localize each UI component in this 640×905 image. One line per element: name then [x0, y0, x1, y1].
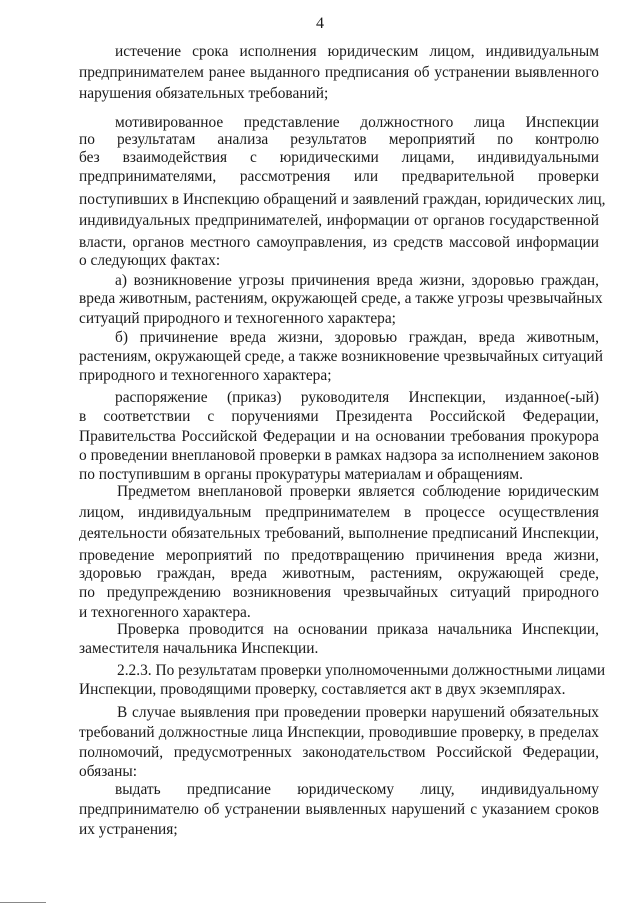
text-line: власти, органов местного самоуправления, из средств массовой информации: [79, 234, 599, 251]
text-line: проведение мероприятий по предотвращению причинения вреда жизни,: [79, 547, 599, 564]
text-line: 2.2.3. По результатам проверки уполномоченными должностными лицами: [117, 662, 606, 679]
text-line: лицом, индивидуальным предпринимателем в процессе осуществления: [79, 504, 599, 521]
text-line: предпринимателем ранее выданного предписания об устранении выявленного: [79, 64, 599, 81]
text-line: нарушения обязательных требований;: [79, 85, 329, 102]
text-line: мотивированное представление должностного лица Инспекции: [115, 114, 599, 131]
text-line: природного и техногенного характера;: [79, 367, 332, 384]
text-line: б) причинение вреда жизни, здоровью граждан, вреда животным,: [115, 329, 599, 346]
text-line: в соответствии с поручениями Президента Российской Федерации,: [79, 408, 599, 425]
text-line: Проверка проводится на основании приказа начальника Инспекции,: [117, 621, 599, 638]
text-line: истечение срока исполнения юридическим лицом, индивидуальным: [115, 43, 599, 60]
text-line: предпринимателями, рассмотрения или предварительной проверки: [79, 168, 599, 185]
text-line: деятельности обязательных требований, выполнение предписаний Инспекции,: [79, 525, 599, 542]
text-line: по предупреждению возникновения чрезвычайных ситуаций природного: [79, 584, 599, 601]
text-line: распоряжение (приказ) руководителя Инспекции, изданное(-ый): [115, 389, 599, 406]
text-line: Правительства Российской Федерации и на основании требования прокурора: [79, 428, 599, 445]
text-line: без взаимодействия с юридическими лицами, индивидуальными: [79, 149, 599, 166]
text-line: о проведении внеплановой проверки в рамках надзора за исполнением законов: [79, 447, 599, 464]
text-line: о следующих фактах:: [79, 252, 221, 269]
text-line: по поступившим в органы прокуратуры материалам и обращениям.: [79, 466, 524, 483]
text-line: предпринимателю об устранении выявленных нарушений с указанием сроков: [79, 801, 599, 818]
text-line: ситуаций природного и техногенного характера;: [79, 310, 396, 327]
text-line: вреда животным, растениям, окружающей среде, а также угрозы чрезвычайных: [79, 290, 603, 307]
text-line: индивидуальных предпринимателей, информации от органов государственной: [79, 212, 599, 229]
text-line: и техногенного характера.: [79, 604, 251, 621]
text-line: требований должностные лица Инспекции, проводившие проверку, в пределах: [79, 724, 599, 741]
page-number: 4: [316, 15, 324, 32]
text-line: В случае выявления при проведении проверки нарушений обязательных: [117, 704, 599, 721]
text-line: растениям, окружающей среде, а также возникновение чрезвычайных ситуаций: [79, 348, 603, 365]
text-line: Инспекции, проводящими проверку, составляется акт в двух экземплярах.: [79, 681, 566, 698]
text-line: заместителя начальника Инспекции.: [79, 640, 319, 657]
footer-rule: [0, 902, 46, 903]
text-line: их устранения;: [79, 821, 178, 838]
text-line: выдать предписание юридическому лицу, индивидуальному: [115, 781, 599, 798]
text-line: поступивших в Инспекцию обращений и заявлений граждан, юридических лиц,: [79, 191, 606, 208]
text-line: по результатам анализа результатов мероприятий по контролю: [79, 131, 599, 148]
text-line: обязаны:: [79, 763, 137, 780]
text-line: а) возникновение угрозы причинения вреда жизни, здоровью граждан,: [115, 272, 599, 289]
text-line: полномочий, предусмотренных законодательством Российской Федерации,: [79, 744, 599, 761]
text-line: Предметом внеплановой проверки является соблюдение юридическим: [117, 483, 599, 500]
text-line: здоровью граждан, вреда животным, растениям, окружающей среде,: [79, 565, 599, 582]
